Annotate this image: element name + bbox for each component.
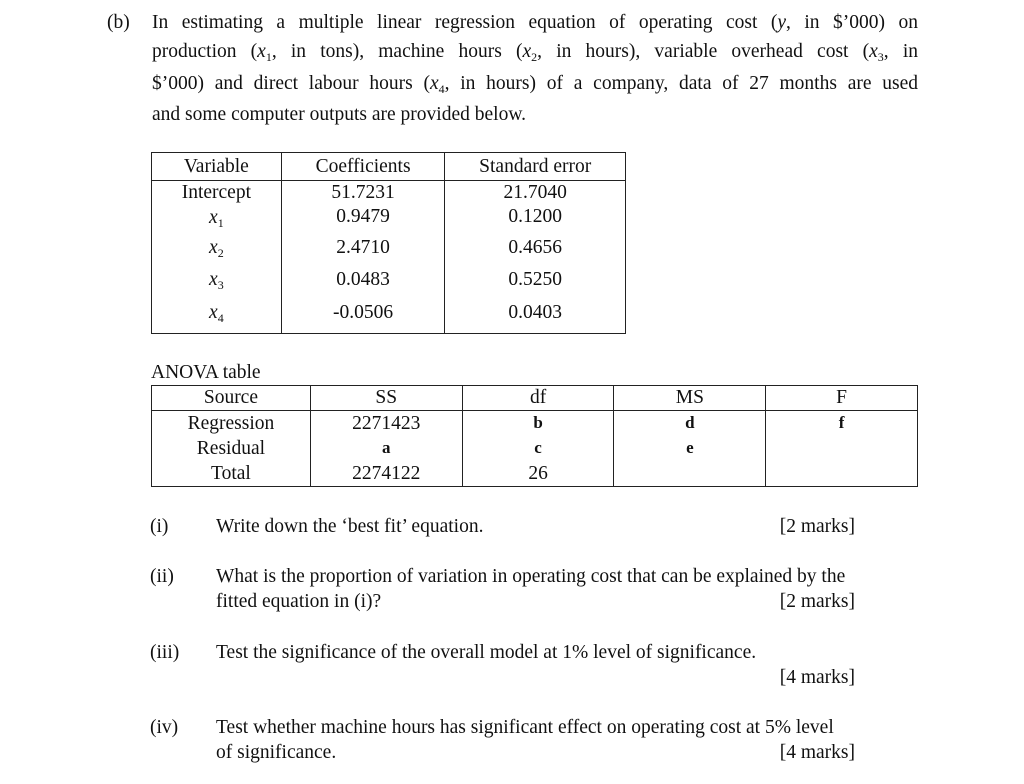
question-text-line-2: fitted equation in (i)?: [216, 591, 382, 612]
anova-table: [151, 385, 918, 487]
question-marks: [2 marks]: [779, 516, 855, 537]
question-text-line-2: of significance.: [216, 742, 337, 763]
table-row: [152, 296, 626, 334]
df-cell: c: [462, 436, 614, 461]
question-marks: [2 marks]: [779, 591, 855, 612]
col-header-df: df: [462, 386, 614, 411]
coefficients-table: [151, 152, 626, 334]
part-label: (b): [107, 12, 130, 33]
ms-cell: d: [614, 411, 766, 437]
standard-error-cell: 0.0403: [445, 296, 626, 334]
intro-line-2: production ($x_1$, in tons), machine hours ($x_2$, in hours), variable overhead cost ($x_3$, in: [152, 41, 919, 64]
question-number: (iii): [150, 642, 180, 663]
intro-line-1: In estimating a multiple linear regression equation of operating cost (y, in $’000) on: [152, 12, 918, 33]
source-cell: Regression: [152, 411, 311, 437]
question-marks: [4 marks]: [779, 667, 855, 688]
standard-error-cell: 21.7040: [445, 181, 626, 205]
question-text: Test whether machine hours has significant effect on operating cost at 5% level: [216, 717, 834, 738]
coefficient-cell: 51.7231: [281, 181, 445, 205]
coefficient-cell: -0.0506: [281, 296, 445, 334]
ss-cell: a: [310, 436, 462, 461]
table-row: [152, 264, 626, 296]
f-cell: f: [766, 411, 918, 437]
source-cell: Residual: [152, 436, 311, 461]
table-row: [152, 205, 626, 232]
variable-cell: Intercept: [152, 181, 282, 205]
question-number: (ii): [150, 566, 174, 587]
col-header-variable: Variable: [152, 153, 282, 181]
f-cell: [766, 461, 918, 487]
table-row: [152, 232, 626, 264]
table-row: [152, 461, 918, 487]
coefficient-cell: 0.0483: [281, 264, 445, 296]
table-row: [152, 181, 626, 205]
variable-cell: $x_1$: [152, 205, 282, 232]
question-number: (iv): [150, 717, 179, 738]
variable-cell: $x_4$: [152, 296, 282, 334]
anova-header-row: [152, 386, 918, 411]
col-header-coefficients: Coefficients: [281, 153, 445, 181]
col-header-f: F: [766, 386, 918, 411]
df-cell: b: [462, 411, 614, 437]
f-cell: [766, 436, 918, 461]
ss-cell: 2274122: [310, 461, 462, 487]
coefficient-cell: 0.9479: [281, 205, 445, 232]
intro-line-3: $’000) and direct labour hours ($x_4$, in hours) of a company, data of 27 months are used: [152, 73, 918, 96]
source-cell: Total: [152, 461, 311, 487]
intro-line-4: and some computer outputs are provided below.: [152, 104, 527, 125]
standard-error-cell: 0.5250: [445, 264, 626, 296]
variable-cell: $x_2$: [152, 232, 282, 264]
col-header-ss: SS: [310, 386, 462, 411]
col-header-ms: MS: [614, 386, 766, 411]
df-cell: 26: [462, 461, 614, 487]
ss-cell: 2271423: [310, 411, 462, 437]
table-row: [152, 411, 918, 437]
col-header-source: Source: [152, 386, 311, 411]
ms-cell: [614, 461, 766, 487]
question-text: Write down the ‘best fit’ equation.: [216, 516, 484, 537]
standard-error-cell: 0.4656: [445, 232, 626, 264]
col-header-standard-error: Standard error: [445, 153, 626, 181]
coefficients-header-row: [152, 153, 626, 181]
variable-cell: $x_3$: [152, 264, 282, 296]
question-text: What is the proportion of variation in operating cost that can be explained by the: [216, 566, 846, 587]
table-row: [152, 436, 918, 461]
question-marks: [4 marks]: [779, 742, 855, 763]
standard-error-cell: 0.1200: [445, 205, 626, 232]
anova-title: ANOVA table: [151, 362, 261, 383]
coefficient-cell: 2.4710: [281, 232, 445, 264]
question-text: Test the significance of the overall model at 1% level of significance.: [216, 642, 757, 663]
question-number: (i): [150, 516, 169, 537]
ms-cell: e: [614, 436, 766, 461]
